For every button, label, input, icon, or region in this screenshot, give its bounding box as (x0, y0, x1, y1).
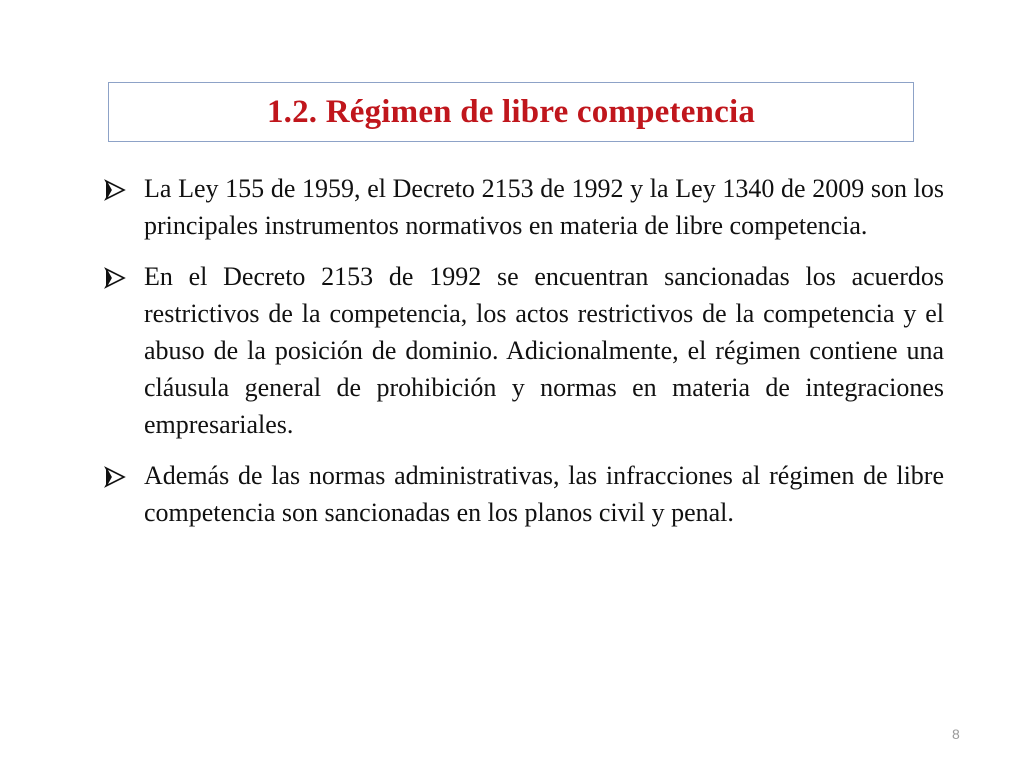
title-box (108, 82, 914, 142)
bullet-text: En el Decreto 2153 de 1992 se encuentran sancionadas los acuerdos restrictivos de la competencia, los actos restrictivos de la competencia y el abuso de la posición de dominio. Adicionalmente, el régimen contiene una cláusula general de prohibición y normas en materia de integraciones empresariales. (144, 262, 944, 439)
arrow-bullet-icon (104, 466, 126, 488)
page-number: 8 (952, 726, 960, 742)
arrow-bullet-icon (104, 267, 126, 289)
bullet-item (102, 170, 944, 244)
bullet-item (102, 457, 944, 531)
slide-title: 1.2. Régimen de libre competencia (266, 93, 756, 130)
bullet-text: La Ley 155 de 1959, el Decreto 2153 de 1992 y la Ley 1340 de 2009 son los principales instrumentos normativos en materia de libre competencia. (144, 174, 944, 240)
arrow-bullet-icon (104, 179, 126, 201)
bullet-text: Además de las normas administrativas, las infracciones al régimen de libre competencia son sancionadas en los planos civil y penal. (144, 461, 944, 527)
bullet-item (102, 258, 944, 443)
bullet-list (102, 170, 944, 545)
